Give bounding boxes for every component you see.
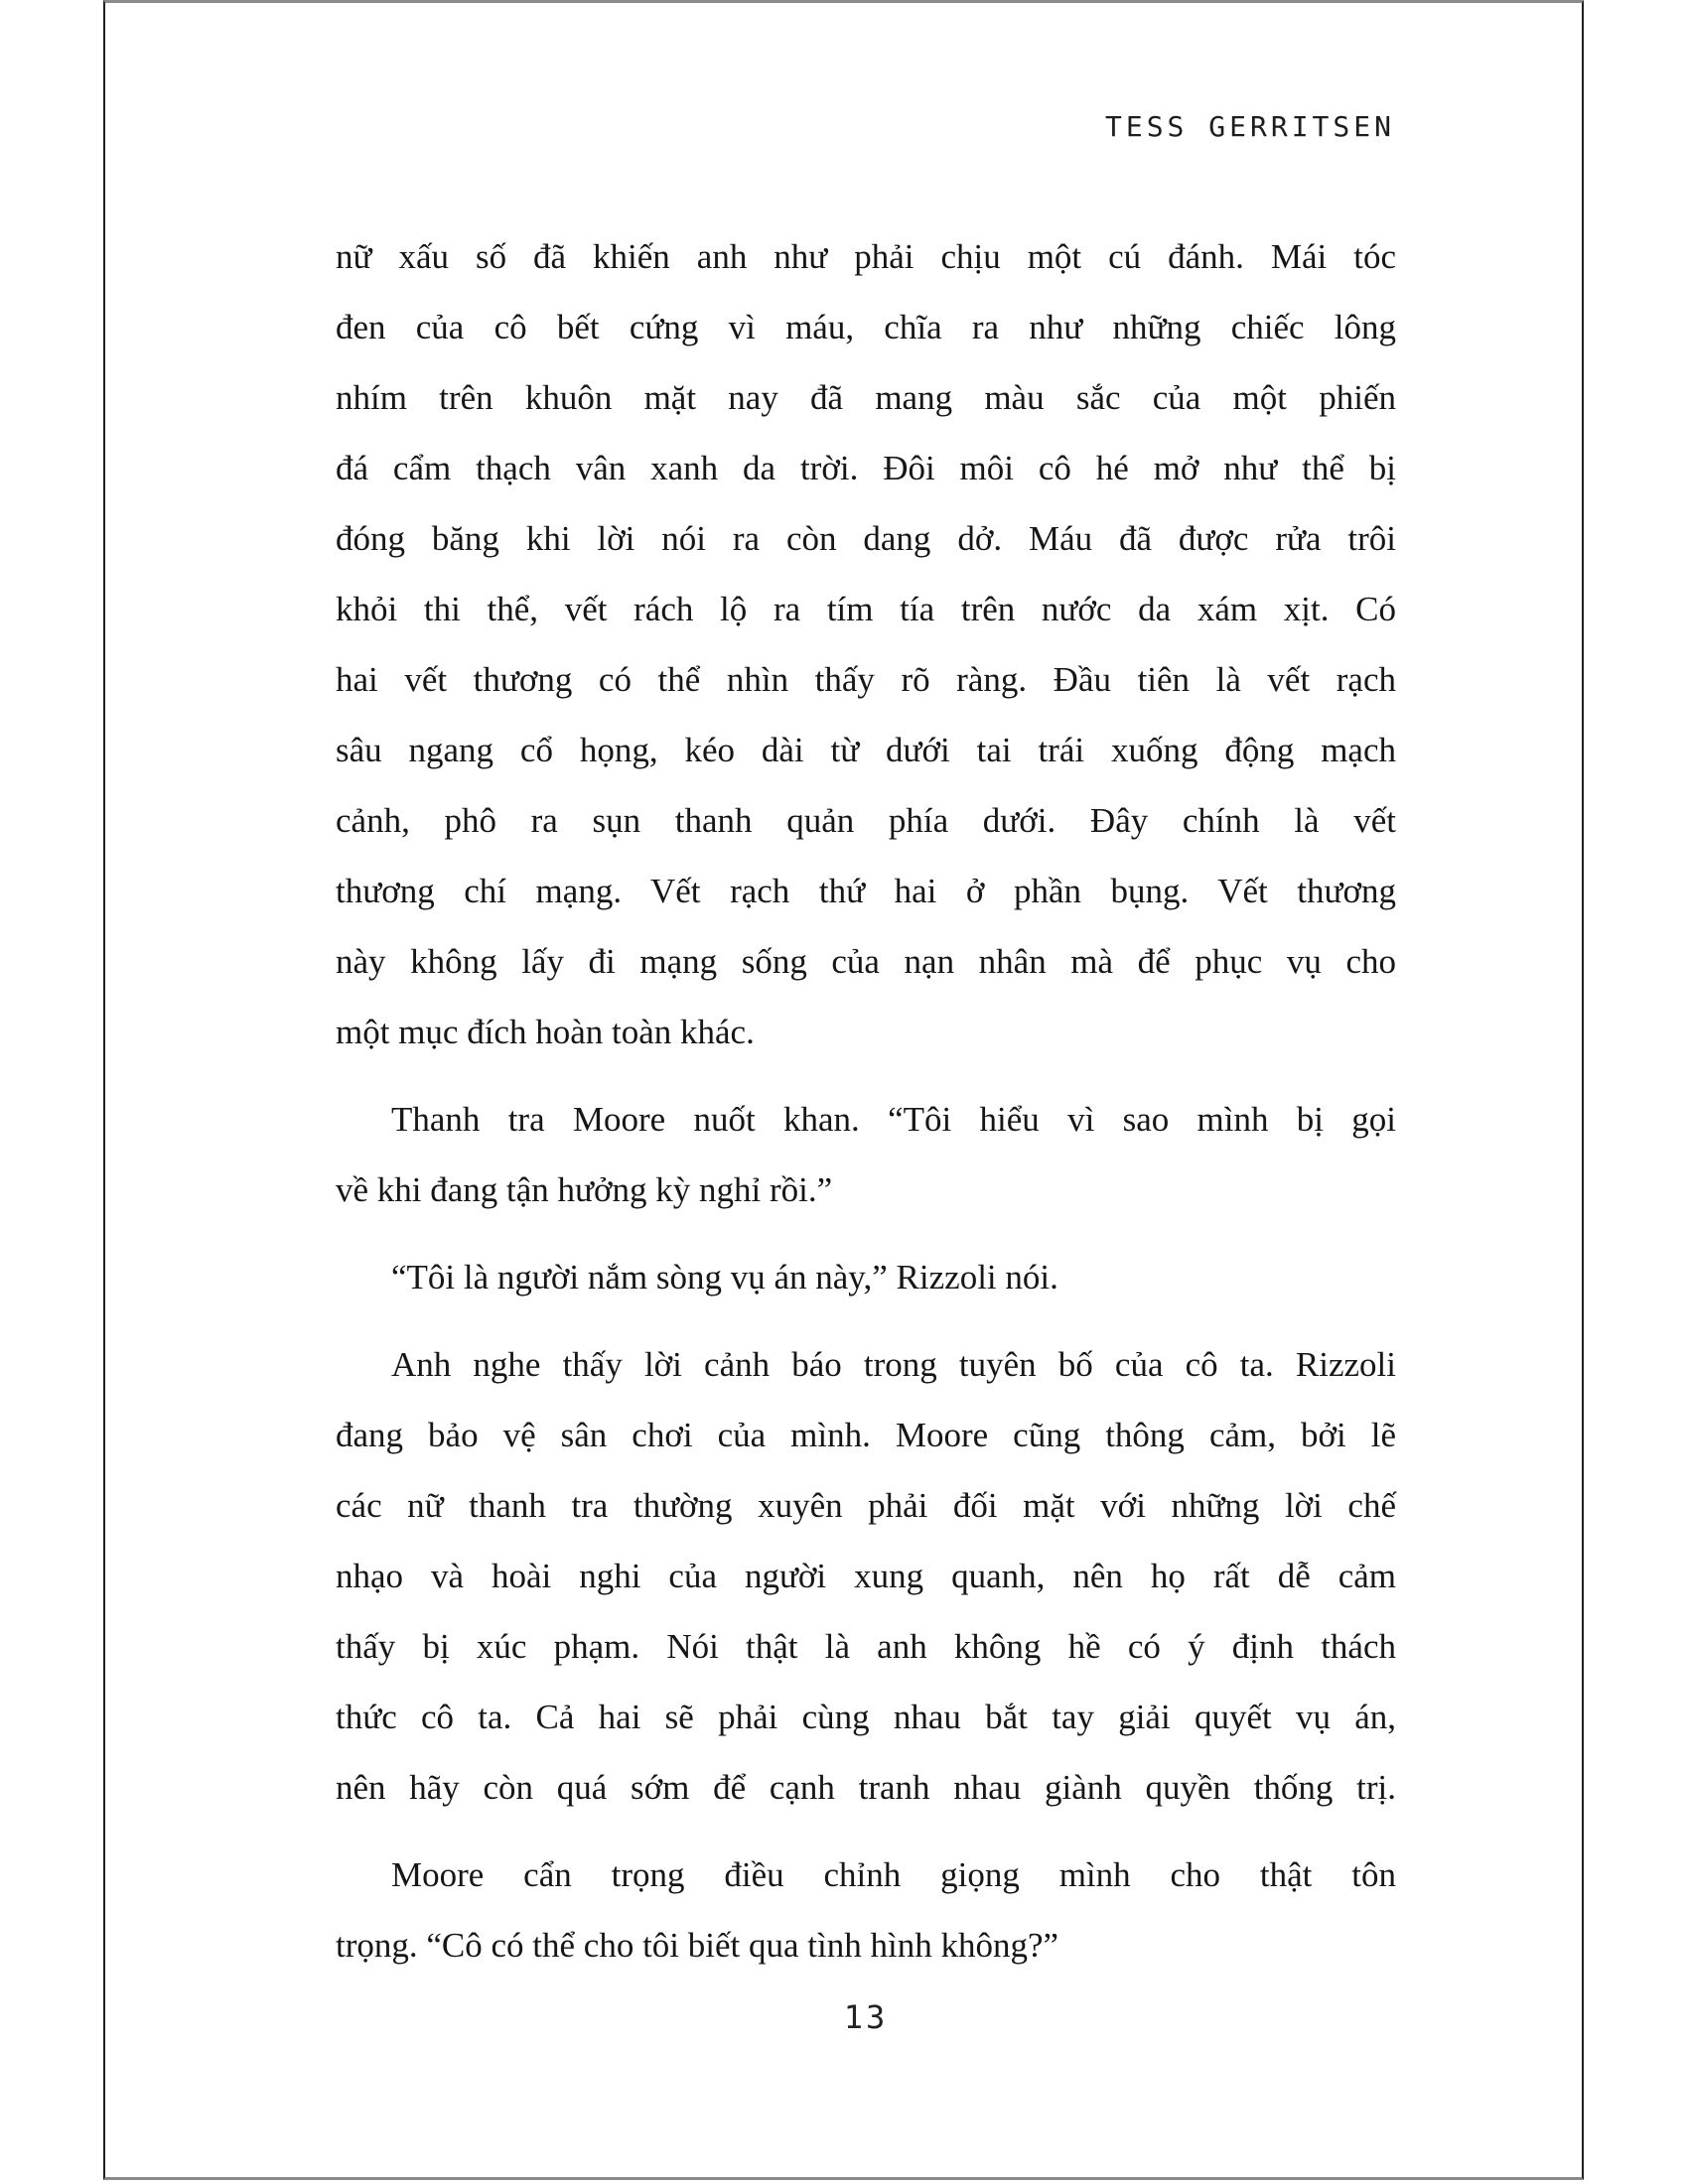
text-line: nhạo và hoài nghi của người xung quanh, nên họ rất dễ cảm — [336, 1557, 1396, 1595]
text-line: các nữ thanh tra thường xuyên phải đối mặt với những lời chế — [336, 1486, 1396, 1525]
text-line: nữ xấu số đã khiến anh như phải chịu một cú đánh. Mái tóc — [336, 237, 1396, 276]
text-line: đá cẩm thạch vân xanh da trời. Đôi môi cô hé mở như thể bị — [336, 449, 1396, 487]
text-line: hai vết thương có thể nhìn thấy rõ ràng. Đầu tiên là vết rạch — [336, 660, 1396, 699]
book-page — [103, 0, 1584, 2180]
text-line: Moore cẩn trọng điều chỉnh giọng mình cho thật tôn — [391, 1855, 1396, 1894]
text-line: này không lấy đi mạng sống của nạn nhân mà để phục vụ cho — [336, 942, 1396, 981]
text-line: đóng băng khi lời nói ra còn dang dở. Máu đã được rửa trôi — [336, 519, 1396, 558]
paragraph — [336, 1329, 1396, 1823]
text-line: sâu ngang cổ họng, kéo dài từ dưới tai trái xuống động mạch — [336, 731, 1396, 769]
text-line: nhím trên khuôn mặt nay đã mang màu sắc của một phiến — [336, 378, 1396, 417]
text-line: đen của cô bết cứng vì máu, chĩa ra như những chiếc lông — [336, 308, 1396, 346]
text-line: đang bảo vệ sân chơi của mình. Moore cũng thông cảm, bởi lẽ — [336, 1416, 1396, 1454]
text-line: về khi đang tận hưởng kỳ nghỉ rồi.” — [336, 1170, 833, 1209]
text-line: trọng. “Cô có thể cho tôi biết qua tình hình không?” — [336, 1926, 1059, 1965]
page-number: 13 — [843, 1998, 889, 2036]
text-line: thức cô ta. Cả hai sẽ phải cùng nhau bắt tay giải quyết vụ án, — [336, 1698, 1396, 1736]
body-text — [336, 221, 1396, 1980]
paragraph — [336, 1242, 1396, 1312]
text-line: cảnh, phô ra sụn thanh quản phía dưới. Đây chính là vết — [336, 801, 1396, 840]
text-line: thấy bị xúc phạm. Nói thật là anh không hề có ý định thách — [336, 1627, 1396, 1666]
text-line: nên hãy còn quá sớm để cạnh tranh nhau giành quyền thống trị. — [336, 1768, 1396, 1807]
paragraph — [336, 221, 1396, 1067]
running-header: TESS GERRITSEN — [1104, 110, 1395, 143]
paragraph — [336, 1084, 1396, 1225]
text-line: thương chí mạng. Vết rạch thứ hai ở phần bụng. Vết thương — [336, 872, 1396, 910]
text-line: Anh nghe thấy lời cảnh báo trong tuyên bố của cô ta. Rizzoli — [391, 1345, 1396, 1384]
text-line: “Tôi là người nắm sòng vụ án này,” Rizzoli nói. — [391, 1258, 1058, 1297]
text-line: một mục đích hoàn toàn khác. — [336, 1013, 755, 1051]
paragraph — [336, 1840, 1396, 1980]
text-line: Thanh tra Moore nuốt khan. “Tôi hiểu vì sao mình bị gọi — [391, 1100, 1396, 1139]
text-line: khỏi thi thể, vết rách lộ ra tím tía trên nước da xám xịt. Có — [336, 590, 1396, 628]
